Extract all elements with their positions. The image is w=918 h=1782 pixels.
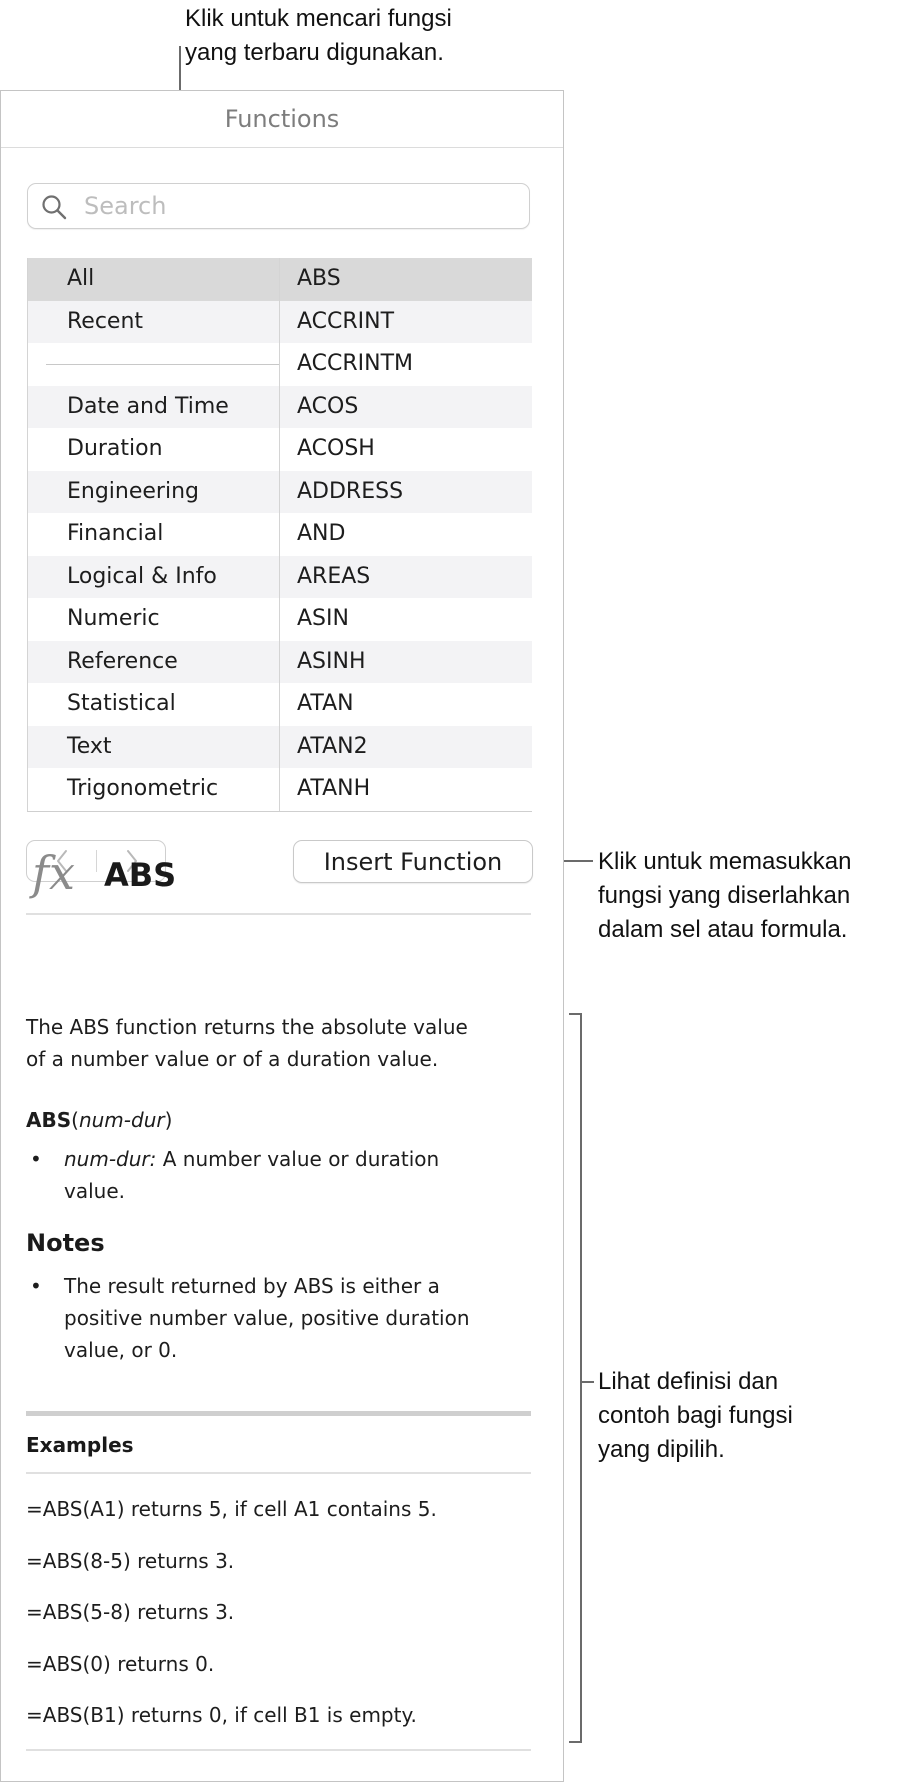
search-icon <box>41 194 67 220</box>
callout-line: fungsi yang diserlahkan <box>598 882 851 909</box>
description-line: of a number value or of a duration value. <box>26 1047 439 1071</box>
bullet-icon: • <box>30 1147 42 1171</box>
callout-line: Klik untuk memasukkan <box>598 848 852 875</box>
note-line: positive number value, positive duration <box>64 1306 470 1330</box>
callout-line: yang dipilih. <box>598 1436 725 1463</box>
category-separator <box>46 364 279 365</box>
function-item[interactable]: ACOSH <box>297 436 375 461</box>
function-item[interactable]: ACCRINTM <box>297 351 414 376</box>
category-item[interactable]: Statistical <box>67 691 176 716</box>
category-item[interactable]: All <box>67 266 95 291</box>
function-title: ABS <box>104 856 177 894</box>
panel-title: Functions <box>1 91 563 148</box>
function-item[interactable]: ACCRINT <box>297 308 395 334</box>
divider <box>26 1472 531 1474</box>
function-item[interactable]: ASIN <box>297 606 349 631</box>
argument-name: num-dur: <box>64 1147 157 1171</box>
callout-line: yang terbaru digunakan. <box>185 39 444 66</box>
argument-item <box>26 1143 506 1207</box>
callout-line: contoh bagi fungsi <box>598 1402 793 1429</box>
function-item[interactable]: AND <box>297 521 346 546</box>
example-line: =ABS(B1) returns 0, if cell B1 is empty. <box>26 1703 417 1727</box>
callout-line: Klik untuk mencari fungsi <box>185 5 452 32</box>
search-field[interactable] <box>27 183 530 229</box>
example-line: =ABS(8-5) returns 3. <box>26 1549 235 1573</box>
bullet-icon: • <box>30 1274 42 1298</box>
divider <box>26 1749 531 1751</box>
bracket-vertical <box>580 1013 582 1743</box>
example-line: =ABS(5-8) returns 3. <box>26 1600 235 1624</box>
note-line: value, or 0. <box>64 1338 178 1362</box>
category-item[interactable]: Numeric <box>67 606 160 631</box>
argument-text-cont: value. <box>64 1179 125 1203</box>
syntax-name: ABS <box>26 1108 72 1132</box>
function-browser <box>27 258 532 812</box>
function-item[interactable]: ATANH <box>297 776 371 801</box>
insert-function-button[interactable]: Insert Function <box>293 840 533 883</box>
syntax-arg: num-dur <box>78 1108 165 1132</box>
function-item[interactable]: ABS <box>297 266 341 291</box>
example-line: =ABS(0) returns 0. <box>26 1652 215 1676</box>
category-item[interactable]: Logical & Info <box>67 563 217 589</box>
syntax <box>26 1104 172 1136</box>
function-item[interactable]: ATAN2 <box>297 733 368 759</box>
category-item[interactable]: Date and Time <box>67 393 229 419</box>
syntax-open: ( <box>71 1108 79 1132</box>
examples-heading: Examples <box>26 1433 134 1457</box>
function-item[interactable]: ADDRESS <box>297 478 404 504</box>
callout-insert <box>598 845 851 947</box>
callout-recent <box>185 2 452 70</box>
column-edge <box>27 258 28 811</box>
function-item[interactable]: ATAN <box>297 691 354 716</box>
argument-text: A number value or duration <box>156 1147 440 1171</box>
category-item[interactable]: Recent <box>67 308 144 334</box>
function-item[interactable]: ACOS <box>297 393 359 419</box>
column-divider <box>279 258 280 811</box>
divider <box>26 913 531 915</box>
bracket-top <box>569 1013 582 1015</box>
bracket-pointer <box>580 1381 594 1383</box>
function-item[interactable]: AREAS <box>297 563 371 589</box>
fx-icon: fx <box>32 846 75 900</box>
note-item <box>26 1270 506 1366</box>
category-item[interactable]: Engineering <box>67 478 199 504</box>
examples-divider <box>26 1411 531 1416</box>
category-item[interactable]: Reference <box>67 648 178 674</box>
search-input[interactable] <box>84 190 504 222</box>
category-item[interactable]: Duration <box>67 436 163 461</box>
bracket-bottom <box>569 1741 582 1743</box>
notes-heading: Notes <box>26 1229 105 1257</box>
callout-line: Lihat definisi dan <box>598 1368 779 1395</box>
function-item[interactable]: ASINH <box>297 648 366 674</box>
callout-definition <box>598 1365 793 1467</box>
functions-panel <box>0 90 564 1782</box>
example-line: =ABS(A1) returns 5, if cell A1 contains 5. <box>26 1497 437 1521</box>
category-item[interactable]: Financial <box>67 521 164 546</box>
syntax-close: ) <box>164 1108 173 1132</box>
note-line: The result returned by ABS is either a <box>64 1274 440 1298</box>
description-line: The ABS function returns the absolute value <box>26 1015 468 1039</box>
callout-line: dalam sel atau formula. <box>598 916 848 943</box>
category-item[interactable]: Text <box>67 733 112 759</box>
category-item[interactable]: Trigonometric <box>67 776 219 801</box>
